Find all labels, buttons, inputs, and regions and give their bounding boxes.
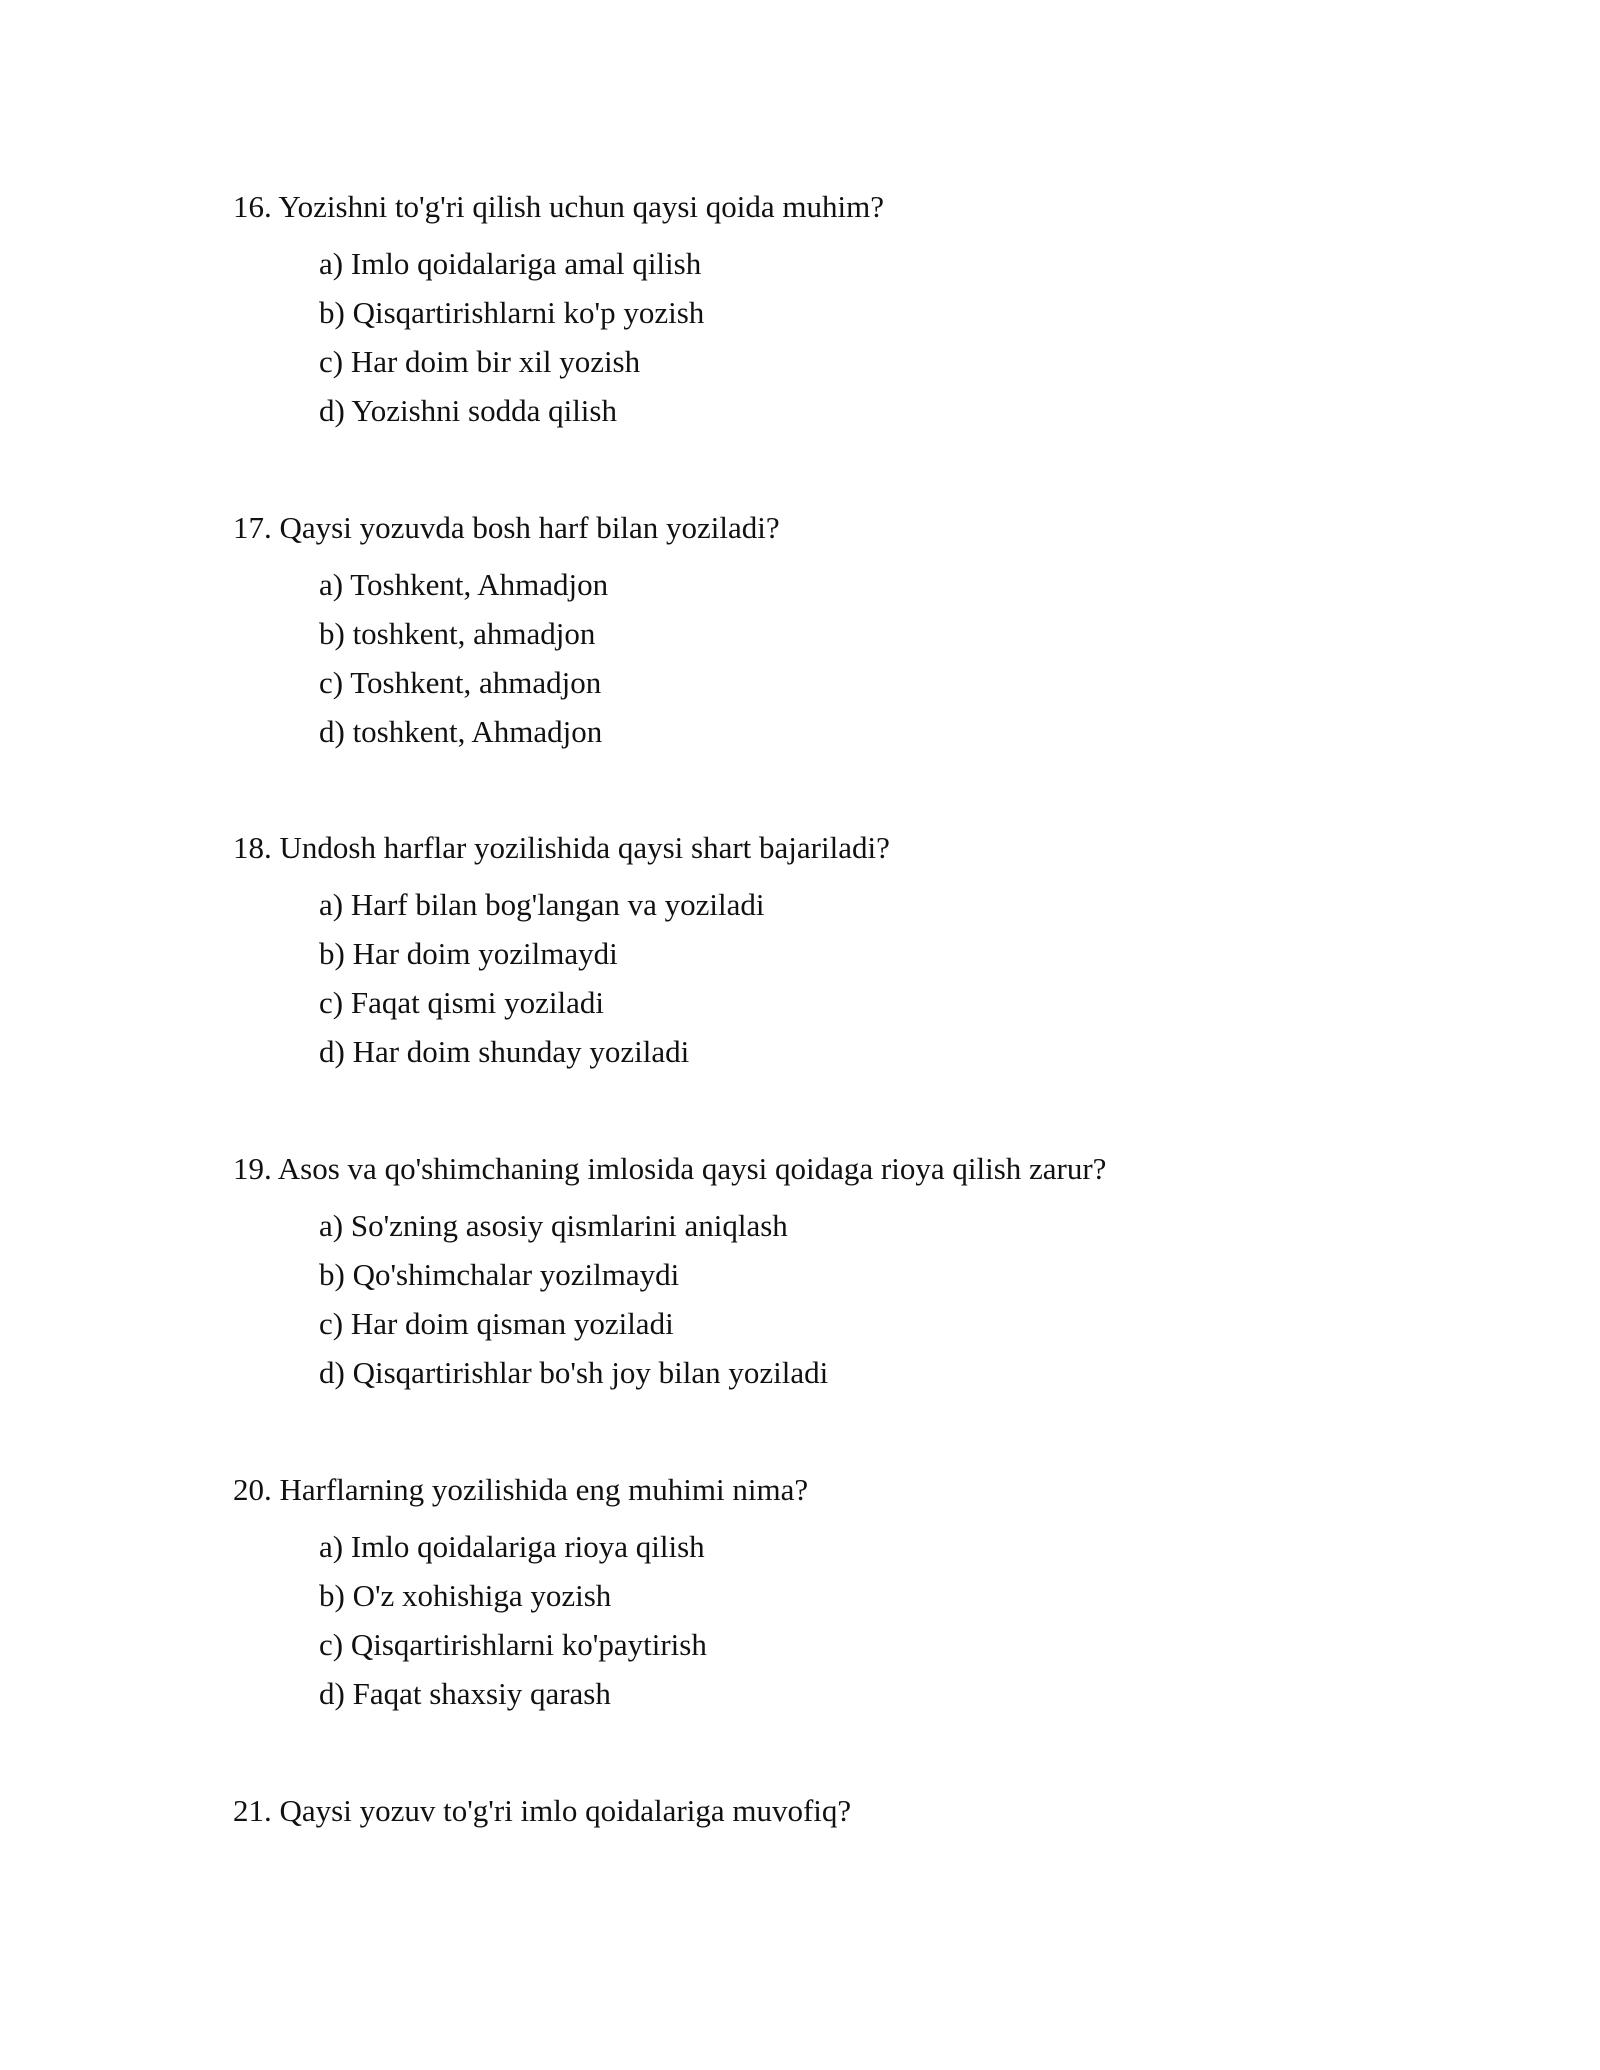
option-a: a) Imlo qoidalariga rioya qilish bbox=[319, 1529, 705, 1564]
question-18 bbox=[233, 828, 1433, 1081]
question-text: 16. Yozishni to'g'ri qilish uchun qaysi qoida muhim? bbox=[233, 189, 884, 224]
option-list bbox=[233, 565, 1433, 761]
question-text: 18. Undosh harflar yozilishida qaysi shart bajariladi? bbox=[233, 830, 890, 865]
question-text: 20. Harflarning yozilishida eng muhimi nima? bbox=[233, 1472, 809, 1507]
option-b: b) toshkent, ahmadjon bbox=[319, 616, 596, 651]
option-list bbox=[233, 244, 1433, 440]
option-a: a) Harf bilan bog'langan va yoziladi bbox=[319, 887, 765, 922]
option-a: a) So'zning asosiy qismlarini aniqlash bbox=[319, 1208, 788, 1243]
option-a: a) Imlo qoidalariga amal qilish bbox=[319, 246, 702, 281]
option-c: c) Toshkent, ahmadjon bbox=[319, 665, 602, 700]
option-d: d) Qisqartirishlar bo'sh joy bilan yoziladi bbox=[319, 1355, 829, 1390]
option-b: b) Qo'shimchalar yozilmaydi bbox=[319, 1257, 680, 1292]
option-list bbox=[233, 1527, 1433, 1723]
option-d: d) Yozishni sodda qilish bbox=[319, 393, 617, 428]
option-a: a) Toshkent, Ahmadjon bbox=[319, 567, 609, 602]
option-b: b) O'z xohishiga yozish bbox=[319, 1578, 612, 1613]
question-19 bbox=[233, 1149, 1433, 1402]
option-list bbox=[233, 1206, 1433, 1402]
option-c: c) Qisqartirishlarni ko'paytirish bbox=[319, 1627, 707, 1662]
option-d: d) toshkent, Ahmadjon bbox=[319, 714, 603, 749]
option-b: b) Qisqartirishlarni ko'p yozish bbox=[319, 295, 705, 330]
option-d: d) Faqat shaxsiy qarash bbox=[319, 1676, 611, 1711]
option-b: b) Har doim yozilmaydi bbox=[319, 936, 618, 971]
option-c: c) Faqat qismi yoziladi bbox=[319, 985, 604, 1020]
option-c: c) Har doim qisman yoziladi bbox=[319, 1306, 674, 1341]
question-20 bbox=[233, 1470, 1433, 1723]
question-text: 21. Qaysi yozuv to'g'ri imlo qoidalariga muvofiq? bbox=[233, 1793, 852, 1828]
question-21 bbox=[233, 1791, 1433, 1831]
question-text: 19. Asos va qo'shimchaning imlosida qaysi qoidaga rioya qilish zarur? bbox=[233, 1151, 1107, 1186]
question-17 bbox=[233, 508, 1433, 761]
option-list bbox=[233, 885, 1433, 1081]
question-16 bbox=[233, 187, 1433, 440]
option-d: d) Har doim shunday yoziladi bbox=[319, 1034, 690, 1069]
option-c: c) Har doim bir xil yozish bbox=[319, 344, 641, 379]
question-text: 17. Qaysi yozuvda bosh harf bilan yoziladi? bbox=[233, 510, 780, 545]
